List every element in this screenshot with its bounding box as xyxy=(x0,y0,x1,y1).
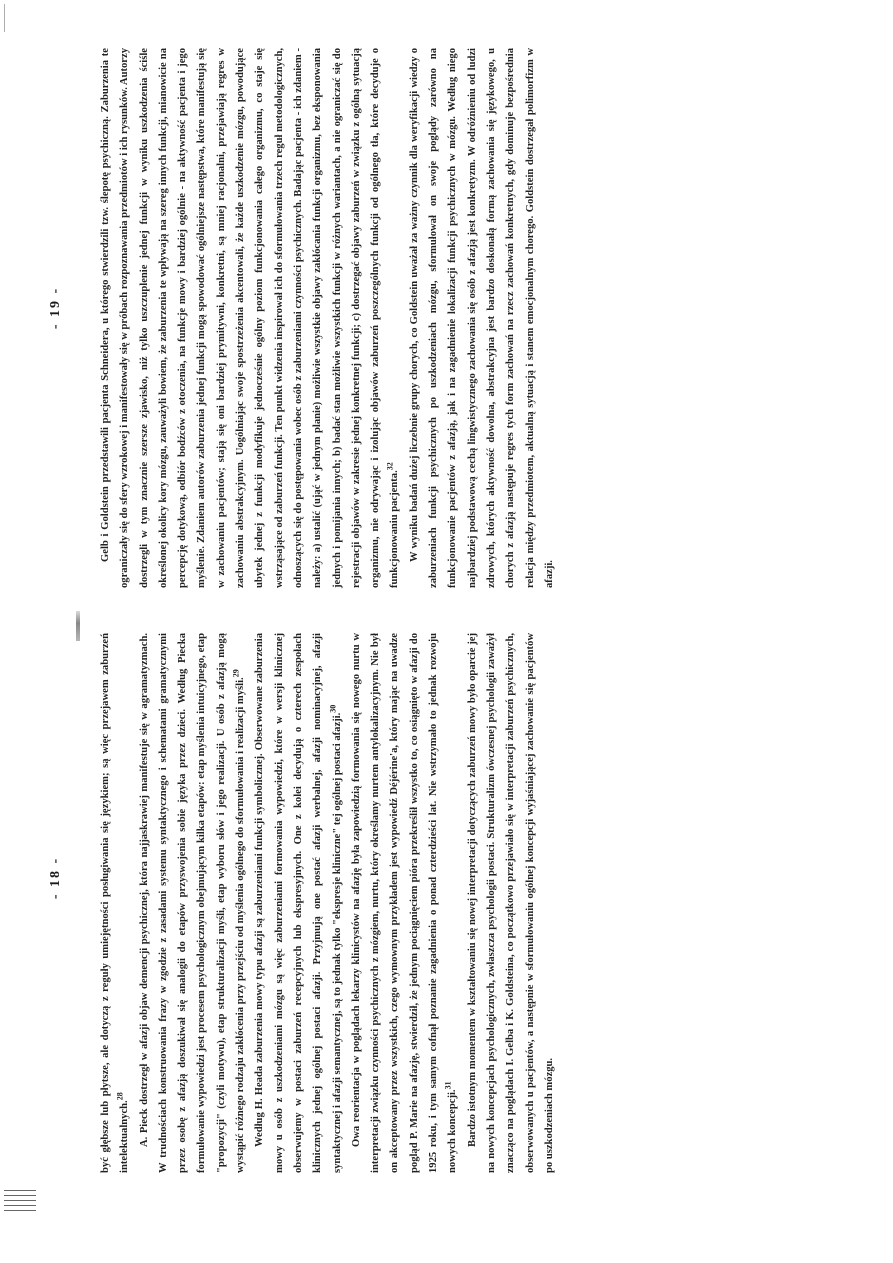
left-page-text xyxy=(96,633,559,1173)
book-fold-mark xyxy=(76,611,80,641)
paragraph-text: W wyniku badań dużej liczebnie grupy chorych, co Goldstein uważał za ważny czynnik dla weryfikacji wiedzy o zaburzeniach funkcji psychicznych po uszkodzeniach mózgu, sformułował on swoje poglądy zarówno na funkcjonowanie pacjentów z afazją, jak i na zagadnienie lokalizacji funkcji psychicznych w mózgu. Według niego najbardziej podstawową cechą lingwistycznego zachowania się osób z afazją jest konkretyzm. W odróżnieniu od ludzi zdrowych, których aktywność dowolna, abstrakcyjna jest bardzo doskonałą formą zachowania się językowego, u chorych z afazją następuje regres tych form zachowań na rzecz zachowań konkretnych, gdy dominuje bezpośrednia relacja między przedmiotem, aktualną sytuacją i stanem emocjonalnym chorego. Goldstein dostrzegał polimorfizm w afazji. xyxy=(408,48,555,588)
paragraph-text: Gelb i Goldstein przedstawili pacjenta Schneidera, u którego stwierdzili tzw. ślepotę psychiczną. Zaburzenia te ograniczały się do sfery wzrokowej i manifestowały się w próbach rozpoznawania przedmiotów i ich rysunków. Autorzy dostrzegli w tym znacznie szersze zjawisko, niż tylko uszczuplenie jednej funkcji w wyniku uszkodzenia ściśle określonej okolicy kory mózgu, zauważyli bowiem, że zaburzenia te wpływają na szereg innych funkcji, mianowicie na percepcję dotykową, odbiór bodźców z otoczenia, na funkcje mowy i bardziej ogólnie - na aktywność pacjenta i jego myślenie. Zdaniem autorów zaburzenia jednej funkcji mogą spowodować ogólniejsze następstwa, które manifestują się w zachowaniu pacjentów; stają się oni bardziej prymitywni, konkretni, są mniej racjonalni, przejawiają regres w zachowaniu abstrakcyjnym. Uogólniając swoje spostrzeżenia akcentowali, że każde uszkodzenie mózgu, powodujące ubytek jednej z funkcji modyfikuje jednocześnie ogólny poziom funkcjonowania całego organizmu, co staje się wstrząsające od zaburzeń funkcji. Ten punkt widzenia inspirował ich do sformułowania trzech reguł metodologicznych, odnoszących się do postępowania wobec osób z zaburzeniami czynności psychicznych. Badając pacjenta - ich zdaniem - należy: a) ustalić (ująć w jednym planie) możliwie wszystkie objawy zakłócania funkcji organizmu, bez eksponowania jednych i pomijania innych; b) badać stan możliwie wszystkich funkcji w różnych wariantach, a nie ograniczać się do rejestracji objawów w zakresie jednej konkretnej funkcji; c) dostrzegać objawy zaburzeń w związku z ogólną sytuacją organizmu, nie odrywając i izolując objawów zaburzeń poszczególnych funkcji od ogólnego tła, które decyduje o funkcjonowaniu pacjenta. xyxy=(100,48,401,588)
paragraph-text: być głębsze lub płytsze, ale dotyczą z reguły umiejętności posługiwania się językiem; są więc przejawem zaburzeń intelektualnych. xyxy=(100,633,131,1173)
footnote-ref: 31 xyxy=(443,1081,453,1090)
paragraph-text: Według H. Heada zaburzenia mowy typu afazji są zaburzeniami funkcji symbolicznej. Obserwowane zaburzenia mowy u osób z uszkodzeniami mózgu są więc zaburzeniami formowania wypowiedzi, które w wersji klinicznej obserwujemy w postaci zaburzeń recepcyjnych lub ekspresyjnych. One z kolei decydują o czterech zespołach klinicznych jednej ogólnej postaci afazji. Przyjmują one postać afazji werbalnej, afazji nominacyjnej, afazji syntaktycznej i afazji semantycznej, są to jednak tylko "ekspresje kliniczne" tej ogólnej postaci afazji. xyxy=(254,633,343,1173)
page-number-right: - 19 - xyxy=(48,286,63,330)
paragraph xyxy=(347,633,463,1173)
paragraph xyxy=(135,633,251,1173)
paragraph xyxy=(96,48,405,588)
right-page-text xyxy=(96,48,559,588)
paragraph-text: Owa reorientacja w poglądach lekarzy klinicystów na afazję była zapowiedzią formowania się nowego nurtu w interpretacji związku czynności psychicznych z mózgiem, nurtu, który określamy nurtem antylokalizacyjnym. Nie był on akceptowany przez wszystkich, czego wymownym przykładem jest wypowiedź Déjérine'a, który mając na uwadze pogląd P. Marie na afazję, stwierdził, że jednym pociągnięciem pióra przekreślił wszystko to, co osiągnięto w afazji do 1925 roku, i tym samym cofnął poznanie zagadnienia o ponad czterdzieści lat. Nie wstrzymało to jednak rozwoju nowych koncepcji. xyxy=(350,633,459,1173)
footnote-ref: 28 xyxy=(115,1092,125,1101)
paragraph xyxy=(463,633,559,1173)
paragraph xyxy=(96,633,135,1173)
paragraph-text: Bardzo istotnym momentem w kształtowaniu się nowej interpretacji dotyczących zaburzeń mowy było oparcie jej na nowych koncepcjach psychologicznych, zwłaszcza psychologii postaci. Strukturalizm ówczesnej psychologii zaważył znacząco na poglądach I. Gelba i K. Goldsteina, co początkowo przejawiało się w interpretacji zaburzeń psychicznych, obserwowanych u pacjentów, a następnie w sformułowaniu ogólnej koncepcji wyjaśniającej zachowanie się pacjentów po uszkodzeniach mózgu. xyxy=(466,633,555,1173)
page-number-left: - 18 - xyxy=(48,856,63,900)
footnote-ref: 29 xyxy=(231,669,241,678)
footnote-ref: 30 xyxy=(328,704,338,713)
paragraph xyxy=(250,633,346,1173)
paragraph xyxy=(405,48,559,588)
paragraph-text: A. Pieck dostrzegł w afazji objaw demencji psychicznej, która najjaskrawiej manifestuje się w agramatyzmach. W trudnościach konstruowania frazy w zgodzie z zasadami systemu syntaktycznego i schematami gramatycznymi przez osobę z afazją doszukiwał się analogii do etapów przyswojenia sobie języka przez dzieci. Według Piecka formułowanie wypowiedzi jest procesem psychologicznym obejmującym kilka etapów: etap myślenia intuicyjnego, etap "propozycji" (czyli motywu), etap strukturalizacji myśli, etap wyboru słów i jego realizacji. U osób z afazją mogą wystąpić różnego rodzaju zakłócenia przy przejściu od myślenia ogólnego do sformułowania i realizacji myśli. xyxy=(138,633,247,1173)
footnote-ref: 32 xyxy=(385,462,395,471)
